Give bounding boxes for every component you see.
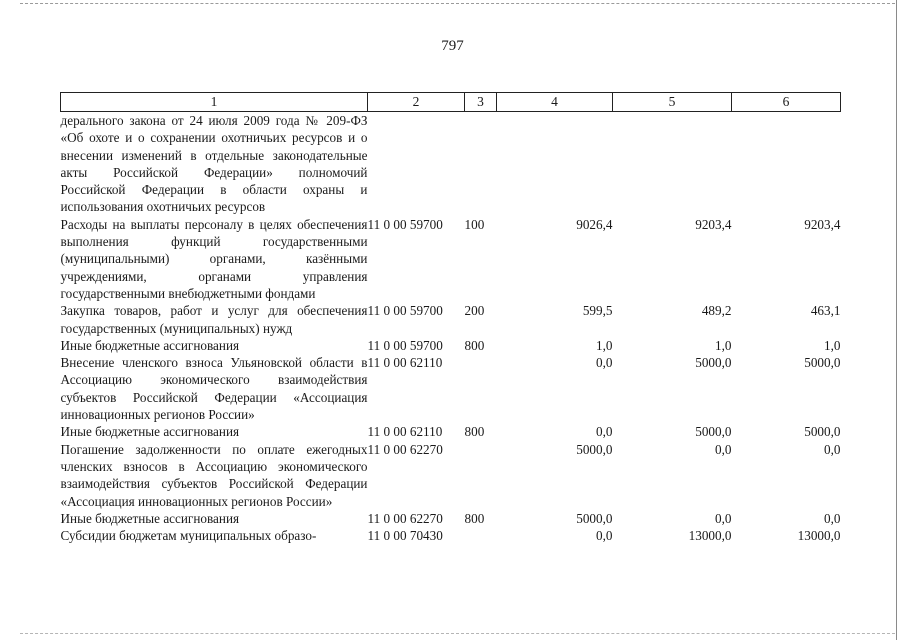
row-description: Иные бюджетные ассигнования xyxy=(60,424,240,440)
row-value-col5: 5000,0 xyxy=(695,355,732,371)
row-description: Закупка товаров, работ и услуг для обеспечения государственных (муниципальных) нужд xyxy=(60,303,368,336)
column-header-5: 5 xyxy=(613,93,732,112)
row-value-col6 xyxy=(732,112,841,216)
row-description: Иные бюджетные ассигнования xyxy=(60,510,240,526)
table-row xyxy=(61,441,841,510)
row-target-code: 11 0 00 62110 xyxy=(367,355,443,371)
row-description: Субсидии бюджетам муниципальных образо- xyxy=(60,528,317,544)
row-value-col4: 0,0 xyxy=(596,355,613,371)
row-expense-type: 800 xyxy=(464,337,485,353)
row-value-col6: 1,0 xyxy=(824,337,841,353)
scan-edge-right xyxy=(896,0,897,640)
budget-table xyxy=(60,92,841,544)
row-value-col4: 5000,0 xyxy=(576,441,613,457)
row-description: Погашение задолженности по оплате ежегодных членских взносов в Ассоциацию экономического взаимодействия субъектов Российской Федерации «Ассоциация инновационных регионов России» xyxy=(60,441,368,509)
page-number: 797 xyxy=(441,38,464,54)
row-value-col5: 489,2 xyxy=(701,303,732,319)
row-value-col6: 0,0 xyxy=(824,510,841,526)
table-header-row xyxy=(61,93,841,112)
row-value-col6: 5000,0 xyxy=(804,424,841,440)
row-value-col5: 0,0 xyxy=(715,441,732,457)
row-value-col6: 13000,0 xyxy=(797,528,841,544)
row-value-col6: 9203,4 xyxy=(804,216,841,232)
column-header-6: 6 xyxy=(732,93,841,112)
table-row xyxy=(61,337,841,354)
row-description: Иные бюджетные ассигнования xyxy=(60,337,240,353)
column-header-1: 1 xyxy=(61,93,368,112)
row-value-col5: 13000,0 xyxy=(688,528,732,544)
row-value-col4: 5000,0 xyxy=(576,510,613,526)
scan-edge-top xyxy=(20,3,895,4)
row-expense-type xyxy=(465,441,497,510)
row-value-col5: 0,0 xyxy=(715,510,732,526)
row-target-code: 11 0 00 70430 xyxy=(367,528,443,544)
table-row xyxy=(61,510,841,527)
table-row xyxy=(61,527,841,544)
row-value-col6: 463,1 xyxy=(810,303,841,319)
row-target-code: 11 0 00 62110 xyxy=(367,424,443,440)
row-value-col4: 599,5 xyxy=(582,303,613,319)
row-expense-type: 800 xyxy=(464,510,485,526)
row-value-col5: 1,0 xyxy=(715,337,732,353)
column-header-3: 3 xyxy=(465,93,497,112)
row-value-col4: 1,0 xyxy=(596,337,613,353)
column-header-2: 2 xyxy=(368,93,465,112)
row-target-code: 11 0 00 59700 xyxy=(367,216,443,232)
row-value-col4: 0,0 xyxy=(596,528,613,544)
row-target-code: 11 0 00 62270 xyxy=(367,510,443,526)
row-target-code xyxy=(368,112,465,216)
row-value-col5: 9203,4 xyxy=(695,216,732,232)
row-target-code: 11 0 00 59700 xyxy=(367,337,443,353)
row-expense-type: 100 xyxy=(464,216,485,232)
table-row xyxy=(61,423,841,440)
row-expense-type: 200 xyxy=(464,303,485,319)
table-row xyxy=(61,354,841,423)
row-value-col5: 5000,0 xyxy=(695,424,732,440)
table-row xyxy=(61,302,841,337)
row-description: дерального закона от 24 июля 2009 года № 209-ФЗ «Об охоте и о сохранении охотничьих ресурсов и о внесении изменений в отдельные законодательные акты Российской Федерации» полномочий Российской Федерации в области охраны и использования охотничьих ресурсов xyxy=(60,113,368,215)
row-value-col6: 5000,0 xyxy=(804,355,841,371)
row-expense-type: 800 xyxy=(464,424,485,440)
row-expense-type xyxy=(465,112,497,216)
row-target-code: 11 0 00 62270 xyxy=(367,441,443,457)
row-expense-type xyxy=(465,527,497,544)
row-value-col4: 0,0 xyxy=(596,424,613,440)
row-value-col6: 0,0 xyxy=(824,441,841,457)
row-target-code: 11 0 00 59700 xyxy=(367,303,443,319)
table-row xyxy=(61,112,841,216)
row-description: Внесение членского взноса Ульяновской области в Ассоциацию экономического взаимодействия субъектов Российской Федерации «Ассоциация инновационных регионов России» xyxy=(60,355,368,423)
row-value-col4: 9026,4 xyxy=(576,216,613,232)
scan-edge-bottom xyxy=(20,633,895,634)
table-row xyxy=(61,216,841,302)
column-header-4: 4 xyxy=(497,93,613,112)
row-expense-type xyxy=(465,354,497,423)
row-value-col5 xyxy=(613,112,732,216)
row-description: Расходы на выплаты персоналу в целях обеспечения выполнения функций государственными (муниципальными) органами, казёнными учреждениями, органами управления государственными внебюджетными фондами xyxy=(60,216,368,301)
row-value-col4 xyxy=(497,112,613,216)
